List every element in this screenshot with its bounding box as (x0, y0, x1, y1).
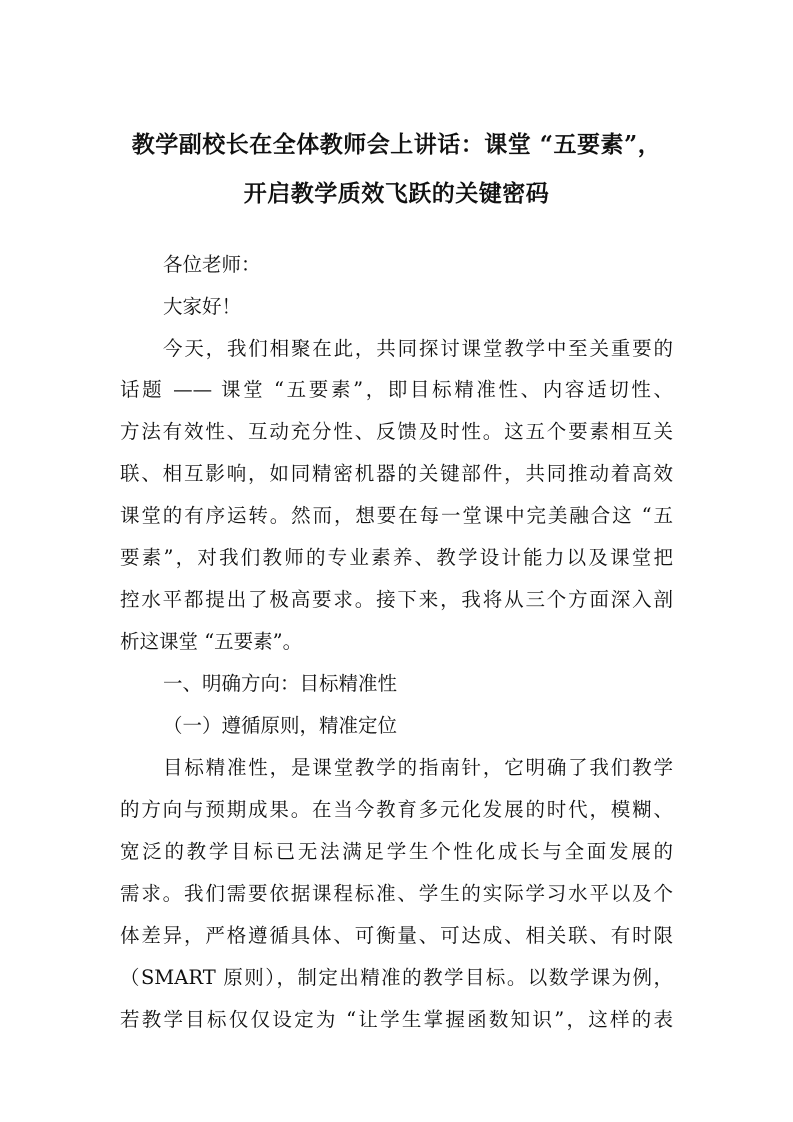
paragraph-line: （SMART 原则），制定出精准的教学目标。以数学课为例， (120, 966, 673, 989)
paragraph-line: 目标精准性，是课堂教学的指南针，它明确了我们教学 (163, 756, 673, 779)
paragraph-line: 需求。我们需要依据课程标准、学生的实际学习水平以及个 (120, 882, 673, 905)
paragraph-line: 课堂的有序运转。然而，想要在每一堂课中完美融合这 “五 (120, 504, 673, 527)
paragraph-line: 今天，我们相聚在此，共同探讨课堂教学中至关重要的 (163, 337, 673, 360)
paragraph-line: 控水平都提出了极高要求。接下来，我将从三个方面深入剖 (120, 588, 673, 611)
paragraph-line: 话题 —— 课堂 “五要素”，即目标精准性、内容适切性、 (120, 378, 673, 401)
paragraph-line: 要素”，对我们教师的专业素养、教学设计能力以及课堂把 (120, 546, 673, 569)
paragraph-line: 若教学目标仅仅设定为 “让学生掌握函数知识”，这样的表 (120, 1008, 673, 1031)
greeting: 大家好！ (163, 295, 242, 318)
paragraph-line: 体差异，严格遵循具体、可衡量、可达成、相关联、有时限 (120, 924, 673, 947)
subsection-heading: （一）遵循原则，精准定位 (163, 714, 398, 737)
paragraph-line: 宽泛的教学目标已无法满足学生个性化成长与全面发展的 (120, 840, 673, 863)
paragraph-line: 的方向与预期成果。在当今教育多元化发展的时代，模糊、 (120, 798, 673, 821)
salutation: 各位老师： (163, 253, 261, 276)
document-title-line-2: 开启教学质效飞跃的关键密码 (243, 180, 550, 207)
paragraph-line: 联、相互影响，如同精密机器的关键部件，共同推动着高效 (120, 462, 673, 485)
paragraph-line: 方法有效性、互动充分性、反馈及时性。这五个要素相互关 (120, 420, 673, 443)
paragraph-line: 析这课堂 “五要素”。 (120, 630, 303, 653)
document-title-line-1: 教学副校长在全体教师会上讲话：课堂 “五要素”， (131, 131, 662, 158)
section-heading: 一、明确方向：目标精准性 (163, 672, 398, 695)
